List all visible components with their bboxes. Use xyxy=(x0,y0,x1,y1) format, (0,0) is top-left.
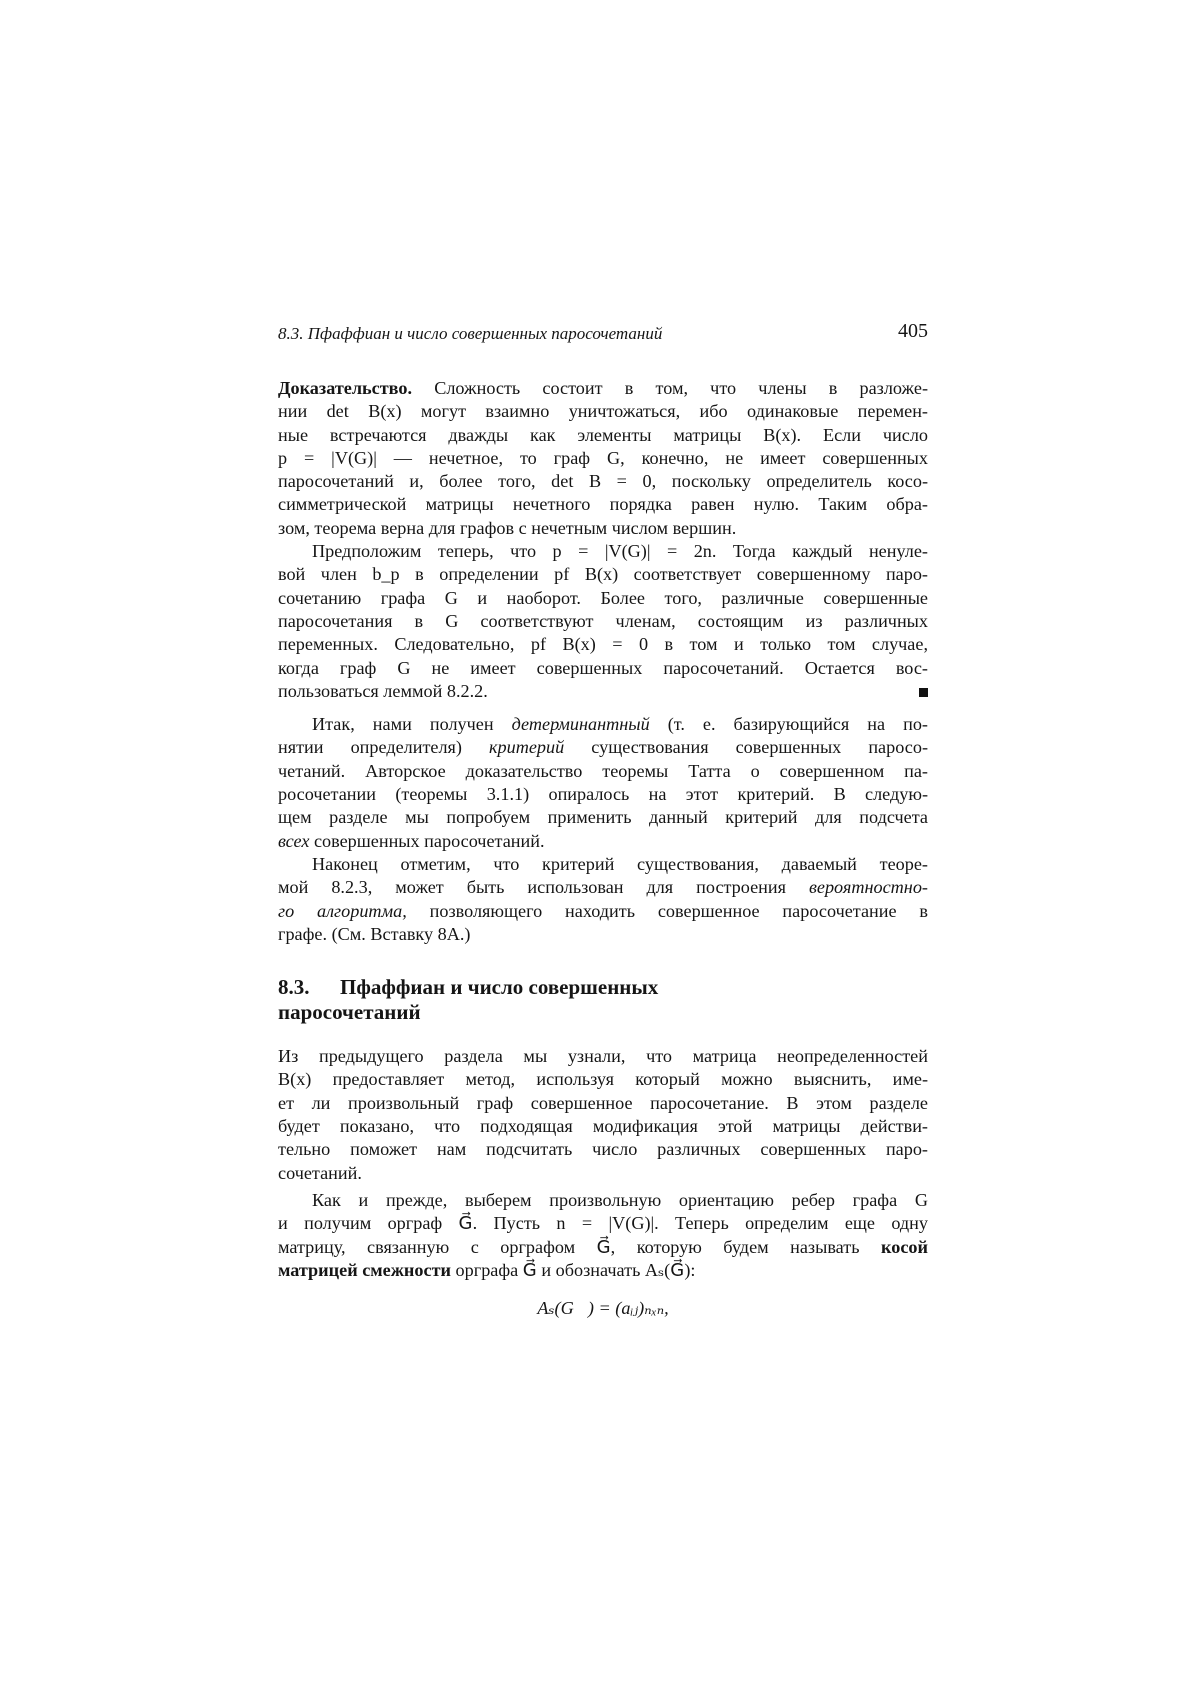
proof2-line: пользоваться леммой 8.2.2. xyxy=(278,680,488,701)
text-run: мой 8.2.3, может быть использован для построения xyxy=(278,877,809,898)
text-run: позволяющего находить совершенное паросочетание в xyxy=(406,900,928,921)
text-run: совершенных паросочетаний. xyxy=(309,830,545,851)
probabilistic-paragraph xyxy=(278,853,928,946)
section-title-cont: паросочетаний xyxy=(278,1000,421,1025)
text-line: Наконец отметим, что критерий существования, даваемый теоре- xyxy=(312,853,928,874)
proof-line: нии det B(x) могут взаимно уничтожаться, ибо одинаковые перемен- xyxy=(278,401,928,422)
proof-line: паросочетаний и, более того, det B = 0, поскольку определитель косо- xyxy=(278,471,928,492)
proof2-line: вой член b_p в определении pf B(x) соответствует совершенному паро- xyxy=(278,564,928,585)
section-intro-paragraph xyxy=(278,1045,928,1185)
text-run: существования совершенных паросо- xyxy=(564,737,928,758)
text-line: B(x) предоставляет метод, используя который можно выяснить, име- xyxy=(278,1069,928,1090)
text-run: орграфа G⃗ и обозначать Aₛ(G⃗): xyxy=(451,1259,696,1280)
text-line: Как и прежде, выберем произвольную ориентацию ребер графа G xyxy=(312,1189,928,1210)
text-line: будет показано, что подходящая модификация этой матрицы действи- xyxy=(278,1116,928,1137)
text-run: Итак, нами получен xyxy=(312,714,512,735)
section-number: 8.3. xyxy=(278,975,310,1000)
text-line: росочетании (теоремы 3.1.1) опиралось на этот критерий. В следую- xyxy=(278,784,928,805)
book-page xyxy=(278,322,928,1320)
text-line: щем разделе мы попробуем применить данный критерий для подсчета xyxy=(278,807,928,828)
display-formula: Aₛ(G⃗) = (aᵢⱼ)ₙₓₙ, xyxy=(537,1298,669,1319)
running-head xyxy=(278,322,928,350)
emphasis-algorithm: го алгоритма, xyxy=(278,900,407,921)
text-line: тельно поможет нам подсчитать число различных совершенных паро- xyxy=(278,1139,928,1160)
text-line: четаний. Авторское доказательство теоремы Татта о совершенном па- xyxy=(278,760,928,781)
proof-paragraph xyxy=(278,377,928,540)
proof-line: зом, теорема верна для графов с нечетным числом вершин. xyxy=(278,517,737,538)
proof-line: ные встречаются дважды как элементы матрицы B(x). Если число xyxy=(278,424,928,445)
term-adjacency-matrix: матрицей смежности xyxy=(278,1259,451,1280)
text-run: (т. е. базирующийся на по- xyxy=(649,714,928,735)
proof-line: p = |V(G)| — нечетное, то граф G, конечно, не имеет совершенных xyxy=(278,447,928,468)
text-line: Из предыдущего раздела мы узнали, что матрица неопределенностей xyxy=(278,1046,928,1067)
proof-label: Доказательство. xyxy=(278,378,413,398)
emphasis-all: всех xyxy=(278,830,310,851)
emphasis-probabilistic: вероятностно- xyxy=(808,877,928,898)
emphasis-determinant: детерминантный xyxy=(511,714,650,735)
running-head-title: 8.3. Пфаффиан и число совершенных паросочетаний xyxy=(278,324,663,343)
page-number: 405 xyxy=(898,320,928,342)
proof2-line: когда граф G не имеет совершенных паросочетаний. Остается вос- xyxy=(278,657,928,678)
term-skew: косой xyxy=(881,1236,928,1257)
determinant-paragraph xyxy=(278,713,928,853)
proof-line: симметрической матрицы нечетного порядка равен нулю. Таким обра- xyxy=(278,494,928,515)
text-line: ет ли произвольный граф совершенное паросочетание. В этом разделе xyxy=(278,1092,928,1113)
text-run: матрицу, связанную с орграфом G⃗, которую будем называть xyxy=(278,1236,882,1257)
section-title: Пфаффиан и число совершенных xyxy=(340,975,659,1000)
qed-square-icon xyxy=(919,688,928,697)
text-run: нятии определителя) xyxy=(278,737,490,758)
text-line: графе. (См. Вставку 8А.) xyxy=(278,923,471,944)
proof2-line: паросочетания в G соответствуют членам, состоящим из различных xyxy=(278,610,928,631)
proof2-line: переменных. Следовательно, pf B(x) = 0 в том и только том случае, xyxy=(278,634,928,655)
section-heading xyxy=(278,975,928,1025)
emphasis-criterion: критерий xyxy=(489,737,565,758)
orientation-paragraph xyxy=(278,1189,928,1282)
proof2-line: сочетанию графа G и наоборот. Более того, различные совершенные xyxy=(278,587,928,608)
text-line: сочетаний. xyxy=(278,1162,362,1183)
proof-paragraph-2 xyxy=(278,540,928,703)
proof-line: Сложность состоит в том, что члены в разложе- xyxy=(434,378,929,398)
text-line: и получим орграф G⃗. Пусть n = |V(G)|. Теперь определим еще одну xyxy=(278,1213,928,1234)
proof2-line: Предположим теперь, что p = |V(G)| = 2n. Тогда каждый ненуле- xyxy=(312,541,928,562)
